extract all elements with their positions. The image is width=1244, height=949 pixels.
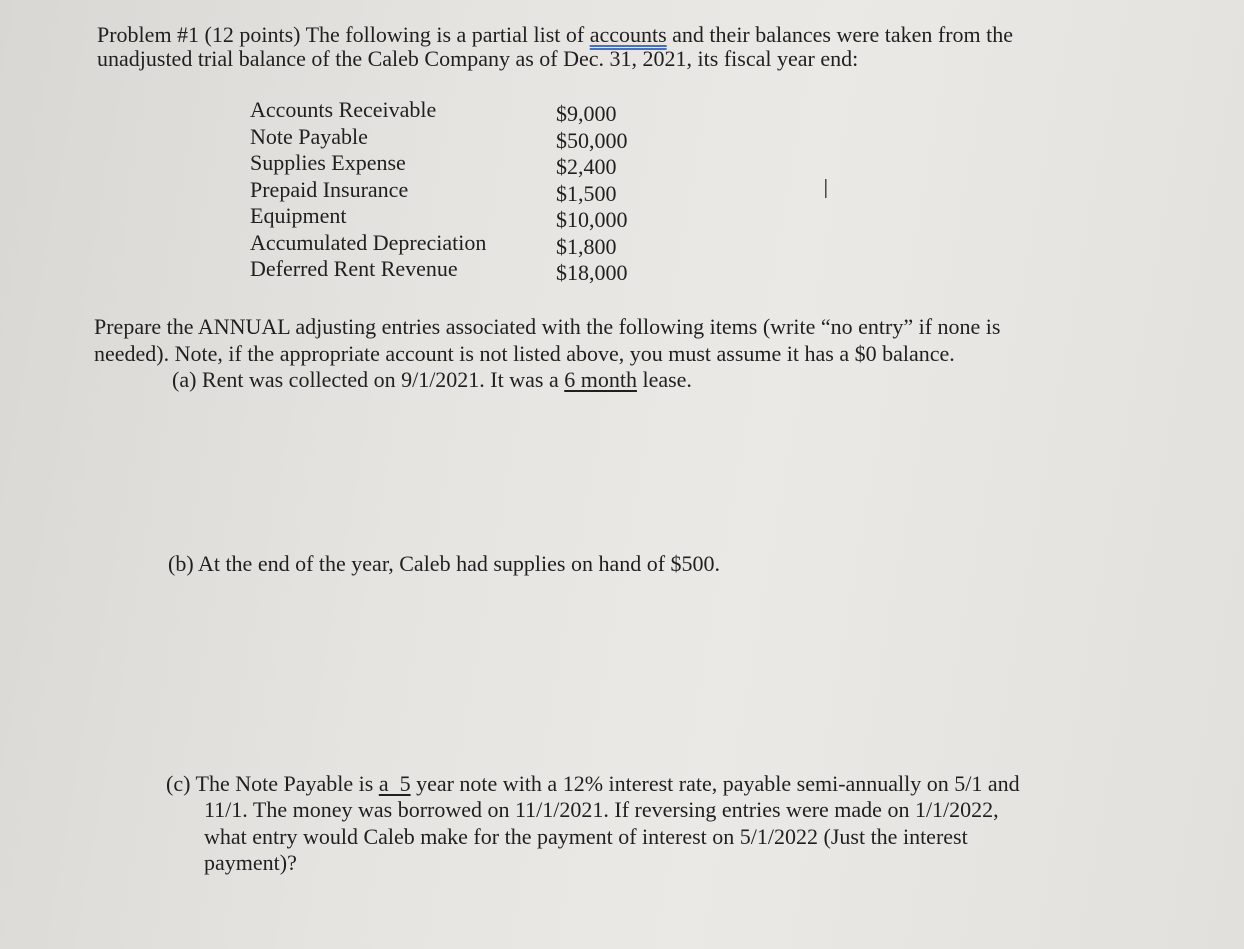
instructions-line-2: needed). Note, if the appropriate account is not listed above, you must assume it has a $0 balance. (94, 341, 955, 366)
item-a-underlined: 6 month (564, 367, 637, 392)
item-b: (b) At the end of the year, Caleb had supplies on hand of $500. (168, 551, 721, 576)
account-name: Deferred Rent Revenue (250, 256, 458, 281)
account-name: Equipment (250, 203, 347, 228)
item-a (172, 367, 692, 393)
account-name: Note Payable (250, 123, 368, 149)
item-a-text: (a) Rent was collected on 9/1/2021. It was a (172, 367, 565, 392)
account-amount: $1,800 (556, 233, 617, 259)
account-names-column (250, 97, 486, 283)
account-amount: $1,500 (556, 180, 617, 206)
problem-header-line-1 (97, 22, 1013, 48)
account-amount: $9,000 (556, 101, 617, 126)
account-amount: $10,000 (556, 207, 628, 232)
account-amount: $50,000 (556, 127, 628, 153)
account-name: Prepaid Insurance (250, 176, 409, 202)
account-amounts-column (556, 101, 628, 287)
account-amount: $2,400 (556, 154, 617, 179)
account-name: Accumulated Depreciation (250, 229, 487, 255)
account-name: Supplies Expense (250, 150, 406, 175)
item-c-text-end: year note with a 12% interest rate, payable semi-annually on 5/1 and (410, 771, 1020, 796)
item-c-underlined: a 5 (378, 771, 411, 796)
item-c-line-3: what entry would Caleb make for the payment of interest on 5/1/2022 (Just the interest (204, 824, 968, 849)
header-text-end: and their balances were taken from the (666, 22, 1014, 47)
accounts-underlined-word: accounts (589, 22, 667, 47)
instructions-line-1: Prepare the ANNUAL adjusting entries associated with the following items (write “no entry” if none is (94, 314, 1001, 339)
item-c-line-1 (166, 771, 1020, 797)
account-amount: $18,000 (556, 260, 628, 285)
problem-header-line-2: unadjusted trial balance of the Caleb Company as of Dec. 31, 2021, its fiscal year end: (97, 46, 859, 71)
item-c-line-4: payment)? (204, 850, 297, 875)
text-cursor-icon: I (822, 175, 830, 205)
item-c-line-2: 11/1. The money was borrowed on 11/1/2021. If reversing entries were made on 1/1/2022, (204, 797, 999, 822)
item-c-text: (c) The Note Payable is (166, 771, 379, 796)
header-text: Problem #1 (12 points) The following is a partial list of (97, 22, 590, 47)
account-name: Accounts Receivable (250, 97, 437, 122)
item-a-text-end: lease. (636, 367, 692, 392)
